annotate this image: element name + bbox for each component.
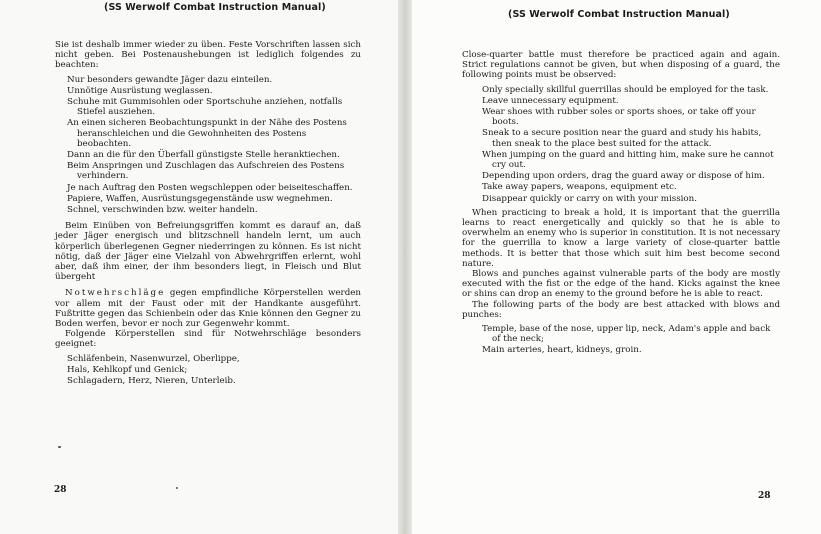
- right-page-header: (SS Werwolf Combat Instruction Manual): [508, 9, 730, 20]
- right-page-number: 28: [758, 491, 771, 501]
- list-item: Dann an die für den Überfall günstigste Stelle heranktiechen.: [67, 150, 340, 161]
- list-item: Beim Anspringen und Zuschlagen das Aufschreien des Postens verhindern.: [67, 161, 345, 182]
- list-item: Hals, Kehlkopf und Genick;: [67, 364, 188, 375]
- list-item: Sneak to a secure position near the guard and study his habits, then sneak to the place best suited for the attack.: [482, 128, 762, 149]
- list-item: Schnel, verschwinden bzw. weiter handeln.: [67, 205, 258, 216]
- list-item: An einen sicheren Beobachtungspunkt in der Nähe des Postens heranschleichen und die Gewohnheiten des Postens beobachten.: [67, 118, 347, 149]
- scan-speck: [58, 446, 61, 448]
- right-para-3: The following parts of the body are best attacked with blows and punches:: [462, 299, 780, 320]
- list-item: Disappear quickly or carry on with your mission.: [482, 193, 698, 204]
- left-intro: Sie ist deshalb immer wieder zu üben. Feste Vorschriften lassen sich nicht geben. Bei Postenaushebungen ist lediglich folgendes zu beachten:: [55, 40, 361, 71]
- left-para-2-rest: gegen empfindliche Körperstellen werden vor allem mit der Faust oder mit der Handkante ausgeführt. Fußtritte gegen das Schienbein oder das Knie können den Gegner zu Boden werfen, bevor er noch zur Gegenwehr kommt.: [55, 288, 361, 330]
- left-items-list: [55, 75, 361, 216]
- list-item: Papiere, Waffen, Ausrüstungsgegenstände usw wegnehmen.: [67, 193, 333, 204]
- left-page: [0, 0, 398, 534]
- list-item: Wear shoes with rubber soles or sports shoes, or take off your boots.: [482, 107, 756, 128]
- book-gutter: [398, 0, 412, 534]
- right-items-list: [462, 85, 780, 204]
- right-page: [412, 0, 821, 534]
- left-para-3: Folgende Körperstellen sind für Notwehrschläge besonders geeignet:: [55, 329, 361, 350]
- right-page-body: [462, 50, 780, 360]
- list-item: Schuhe mit Gummisohlen oder Sportschuhe anziehen, notfalls Stiefel ausziehen.: [67, 97, 343, 118]
- scan-speck: [176, 487, 178, 489]
- left-para-2: [55, 288, 361, 329]
- list-item: Nur besonders gewandte Jäger dazu einteilen.: [67, 74, 273, 85]
- list-item: Unnötige Ausrüstung weglassen.: [67, 85, 213, 96]
- list-item: Only specially skillful guerrillas should be employed for the task.: [482, 84, 769, 95]
- left-para-2-keyword: Notwehrschläge: [65, 288, 166, 299]
- left-page-header: (SS Werwolf Combat Instruction Manual): [104, 2, 326, 13]
- list-item: Take away papers, weapons, equipment etc.: [482, 182, 677, 193]
- left-page-body: [55, 40, 361, 390]
- list-item: Schlagadern, Herz, Nieren, Unterleib.: [67, 376, 236, 387]
- left-para-1: Beim Einüben von Befreiungsgriffen kommt es darauf an, daß jeder Jäger energisch und blitzschnell handeln lernt, um auch körperlich überlegenen Gegner niederringen zu können. Es ist nicht nötig, daß der Jäger eine Vielzahl von Abwehrgriffen erlernt, wohl aber, daß ihm einer, der ihm besonders liegt, in Fleisch und Blut übergeht: [55, 221, 361, 283]
- list-item: When jumping on the guard and hitting him, make sure he cannot cry out.: [482, 149, 774, 171]
- list-item: Temple, base of the nose, upper lip, neck, Adam's apple and back of the neck;: [482, 324, 771, 345]
- left-body-parts-list: [55, 354, 361, 387]
- list-item: Depending upon orders, drag the guard away or dispose of him.: [482, 171, 765, 182]
- left-page-number: 28: [54, 485, 67, 495]
- list-item: Leave unnecessary equipment.: [482, 95, 619, 106]
- list-item: Je nach Auftrag den Posten wegschleppen oder beiseiteschaffen.: [67, 182, 353, 193]
- right-intro: Close-quarter battle must therefore be practiced again and again. Strict regulations cannot be given, but when disposing of a guard, the following points must be observed:: [462, 50, 780, 81]
- right-para-1: When practicing to break a hold, it is important that the guerrilla learns to react energetically and quickly so that he is able to overwhelm an enemy who is superior in constitution. It is not necessary for the guerrilla to know a large variety of close-quarter battle methods. It is better that those which suit him best become second nature.: [462, 207, 780, 269]
- right-body-parts-list: [462, 324, 780, 356]
- list-item: Schläfenbein, Nasenwurzel, Oberlippe,: [67, 353, 240, 364]
- list-item: Main arteries, heart, kidneys, groin.: [482, 345, 642, 356]
- right-para-2: Blows and punches against vulnerable parts of the body are mostly executed with the fist or the edge of the hand. Kicks against the knee or shins can drop an enemy to the ground before he is able to react.: [462, 269, 780, 300]
